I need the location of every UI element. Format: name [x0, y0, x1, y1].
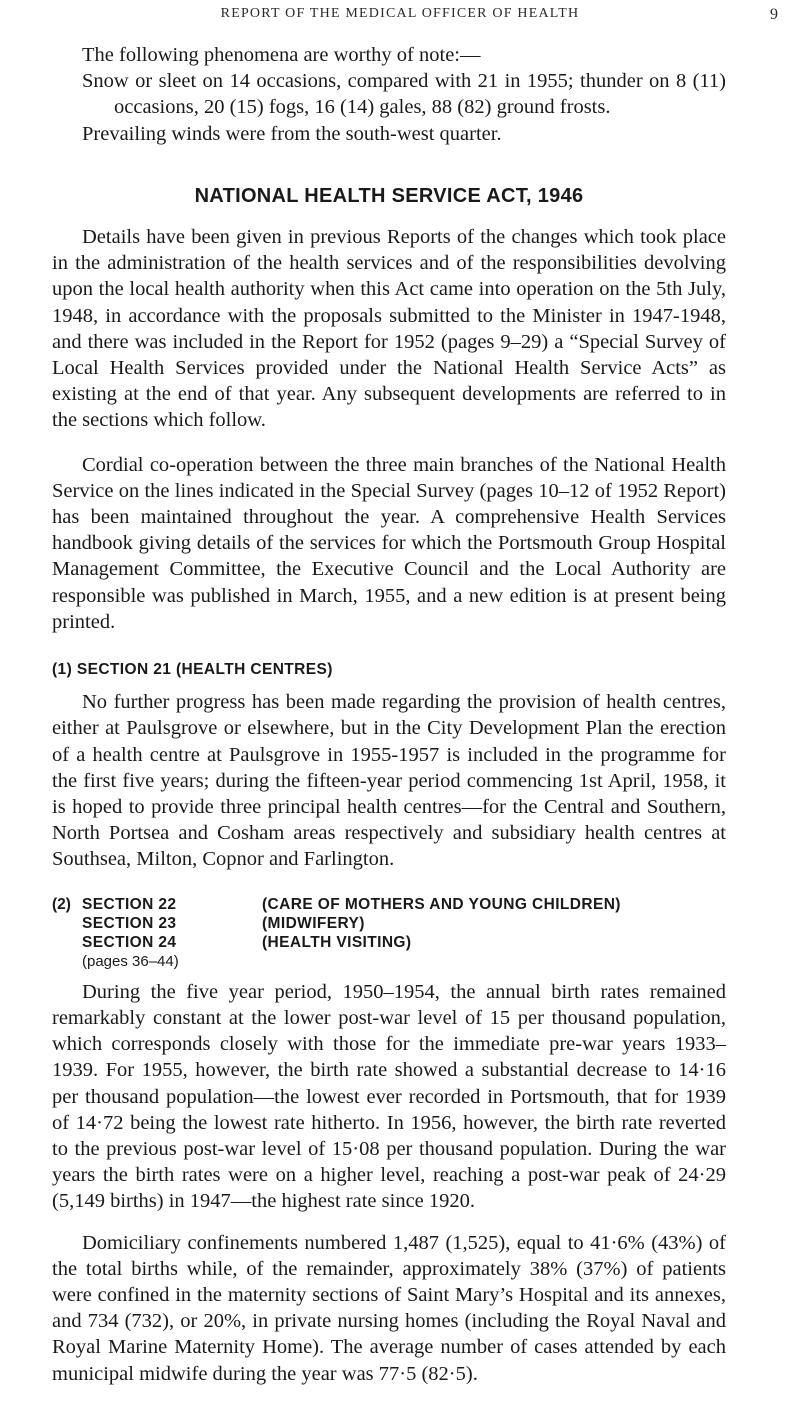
section-pages-row — [52, 952, 726, 971]
section-pages-reference: (pages 36–44) — [82, 952, 179, 970]
section-heading-row — [52, 895, 726, 914]
section-number: SECTION 22 — [82, 895, 177, 913]
section-number: SECTION 24 — [82, 933, 177, 951]
section-heading-row — [52, 914, 726, 933]
section-group-number: (2) — [52, 895, 71, 913]
section-heading-row — [52, 933, 726, 952]
nhs-act-title: NATIONAL HEALTH SERVICE ACT, 1946 — [194, 184, 584, 207]
weather-intro: The following phenomena are worthy of note:— — [82, 44, 481, 66]
running-header: REPORT OF THE MEDICAL OFFICER OF HEALTH — [220, 6, 580, 21]
weather-phenomena: Snow or sleet on 14 occasions, compared with 21 in 1955; thunder on 8 (11) occasions, 20 (15) fogs, 16 (14) gales, 88 (82) ground frosts. — [82, 70, 726, 119]
section-21-heading: (1) SECTION 21 (HEALTH CENTRES) — [52, 661, 333, 679]
section-21-paragraph: No further progress has been made regarding the provision of health centres, either at Paulsgrove or elsewhere, but in the City Development Plan the erection of a health centre at Paulsgrove in 1955-1957 is included in the programme for the first five years; during the fifteen-year period commencing 1st April, 1958, it is hoped to provide three principal health centres—for the Central and Southern, North Portsea and Cosham areas respectively and subsidiary health centres at Southsea, Milton, Copnor and Farlington. — [52, 691, 726, 871]
page-number: 9 — [770, 6, 778, 23]
section-description: (HEALTH VISITING) — [262, 933, 412, 951]
page-content — [52, 0, 726, 1387]
nhs-act-paragraph-2: Cordial co-operation between the three main branches of the National Health Service on the lines indicated in the Special Survey (pages 10–12 of 1952 Report) has been maintained throughout the year. A comprehensive Health Services handbook giving details of the services for which the Portsmouth Group Hospital Management Committee, the Executive Council and the Local Authority are responsible was published in March, 1955, and a new edition is at present being printed. — [52, 453, 726, 633]
birth-rate-paragraph: During the five year period, 1950–1954, the annual birth rates remained remarkably constant at the lower post-war level of 15 per thousand population, which corresponds closely with those for the immediate pre-war years 1933–1939. For 1955, however, the birth rate showed a substantial decrease to 14·16 per thousand population—the lowest ever recorded in Portsmouth, that for 1939 of 14·72 being the lowest rate hitherto. In 1956, however, the birth rate reverted to the previous post-war level of 15·08 per thousand population. During the war years the birth rates were on a higher level, reaching a post-war peak of 24·29 (5,149 births) in 1947—the highest rate since 1920. — [52, 980, 726, 1213]
confinements-paragraph: Domiciliary confinements numbered 1,487 (1,525), equal to 41·6% (43%) of the total births while, of the remainder, approximately 38% (37%) of patients were confined in the maternity sections of Saint Mary’s Hospital and its annexes, and 734 (732), or 20%, in private nursing homes (including the Royal Naval and Royal Marine Maternity Home). The average number of cases attended by each municipal midwife during the year was 77·5 (82·5). — [52, 1231, 726, 1385]
section-description: (MIDWIFERY) — [262, 914, 365, 932]
section-number: SECTION 23 — [82, 914, 177, 932]
sections-22-24-heading — [52, 895, 726, 971]
nhs-act-paragraph-1: Details have been given in previous Reports of the changes which took place in the administration of the health services and of the responsibilities devolving upon the local health authority when this Act came into operation on the 5th July, 1948, in accordance with the proposals submitted to the Minister in 1947-1948, and there was included in the Report for 1952 (pages 9–29) a “Special Survey of Local Health Services provided under the National Health Service Acts” as existing at the end of that year. Any subsequent developments are referred to in the sections which follow. — [52, 226, 726, 432]
prevailing-winds: Prevailing winds were from the south-west quarter. — [82, 122, 502, 145]
section-description: (CARE OF MOTHERS AND YOUNG CHILDREN) — [262, 895, 621, 913]
